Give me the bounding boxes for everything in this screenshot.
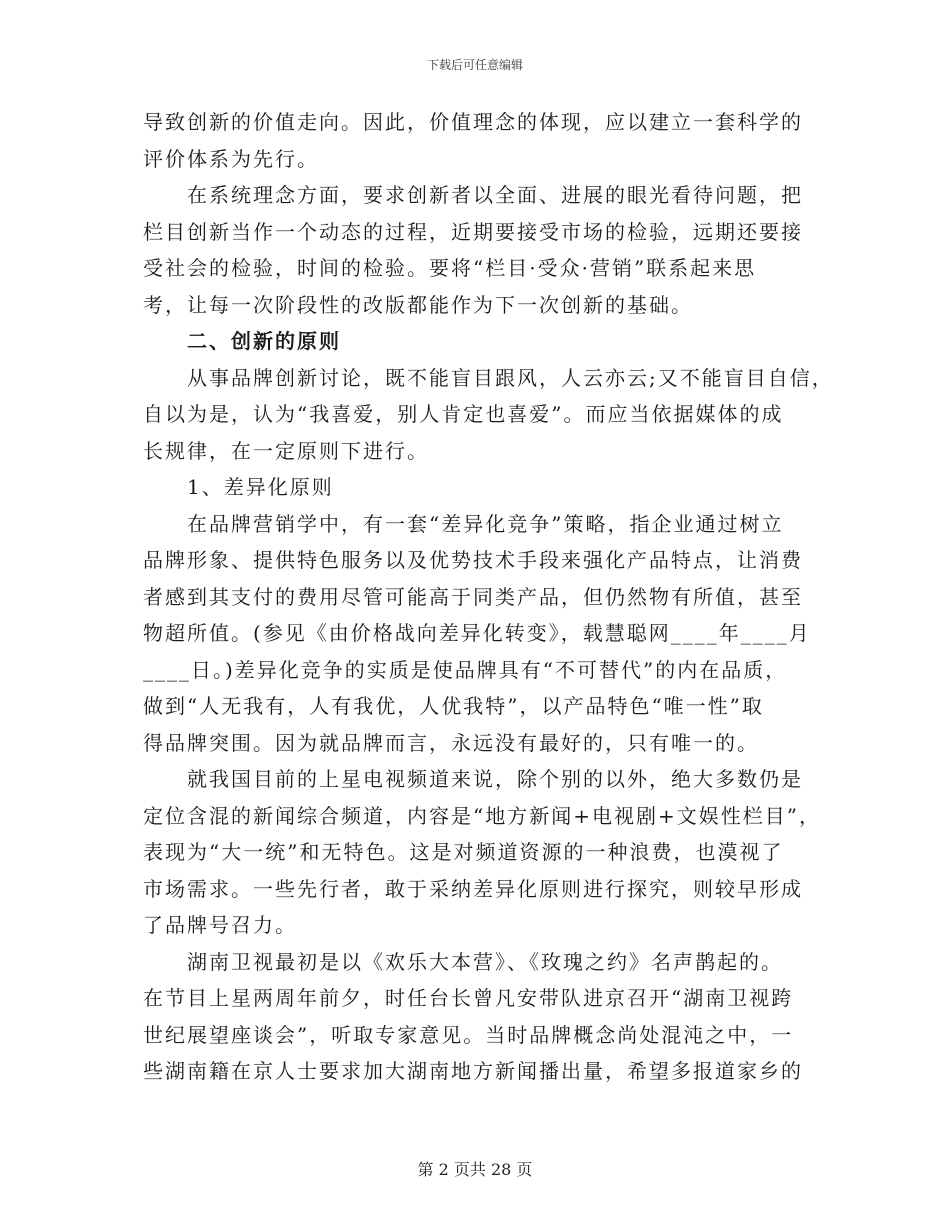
body-line: 长规律，在一定原则下进行。 xyxy=(143,438,429,463)
body-line: 了品牌号召力。 xyxy=(143,913,297,937)
body-line: 者感到其支付的费用尽管可能高于同类产品，但仍然物有所值，甚至 xyxy=(143,584,803,609)
body-line: 评价体系为先行。 xyxy=(143,146,319,171)
section-heading: 二、创新的原则 xyxy=(187,329,341,353)
body-line: 自以为是，认为“我喜爱，别人肯定也喜爱”。而应当依据媒体的成 xyxy=(143,402,784,426)
body-line: 物超所值。(参见《由价格战向差异化转变》，载慧聪网____年____月 xyxy=(143,621,811,645)
body-line: 栏目创新当作一个动态的过程，近期要接受市场的检验，远期还要接 xyxy=(143,219,803,244)
body-line: 得品牌突围。因为就品牌而言，永远没有最好的，只有唯一的。 xyxy=(143,730,759,755)
body-line: 在系统理念方面，要求创新者以全面、进展的眼光看待问题，把 xyxy=(187,183,803,207)
body-line: 受社会的检验，时间的检验。要将“栏目·受众·营销”联系起来思 xyxy=(143,256,757,280)
body-line: 在节目上星两周年前夕，时任台长曾凡安带队进京召开“湖南卫视跨 xyxy=(143,986,794,1010)
page-number: 第 2 页共 28 页 xyxy=(417,1160,533,1179)
body-line: ____日。)差异化竞争的实质是使品牌具有“不可替代”的内在品质， xyxy=(143,657,788,682)
body-line: 从事品牌创新讨论，既不能盲目跟风，人云亦云;又不能盲目自信， xyxy=(187,365,834,390)
body-line: 表现为“大一统”和无特色。这是对频道资源的一种浪费，也漠视了 xyxy=(143,840,784,864)
body-line: 在品牌营销学中，有一套“差异化竞争”策略，指企业通过树立 xyxy=(187,511,784,536)
body-line: 湖南卫视最初是以《欢乐大本营》、《玫瑰之约》名声鹊起的。 xyxy=(187,949,783,974)
body-line: 导致创新的价值走向。因此，价值理念的体现，应以建立一套科学的 xyxy=(143,110,803,134)
body-line: 定位含混的新闻综合频道，内容是“地方新闻+电视剧+文娱性栏目”， xyxy=(143,803,821,828)
subsection-heading: 1、差异化原则 xyxy=(187,475,334,499)
body-line: 些湖南籍在京人士要求加大湖南地方新闻播出量，希望多报道家乡的 xyxy=(143,1059,803,1083)
body-line: 世纪展望座谈会”，听取专家意见。当时品牌概念尚处混沌之中，一 xyxy=(143,1022,794,1047)
body-line: 市场需求。一些先行者，敢于采纳差异化原则进行探究，则较早形成 xyxy=(143,876,803,901)
body-line: 品牌形象、提供特色服务以及优势技术手段来强化产品特点，让消费 xyxy=(143,548,803,572)
page-header-note: 下载后可任意编辑 xyxy=(426,58,523,72)
document-body xyxy=(143,104,834,1090)
body-line: 考，让每一次阶段性的改版都能作为下一次创新的基础。 xyxy=(143,292,693,317)
body-line: 就我国目前的上星电视频道来说，除个别的以外，绝大多数仍是 xyxy=(187,767,803,791)
body-line: 做到“人无我有，人有我优，人优我特”，以产品特色“唯一性”取 xyxy=(143,694,764,718)
